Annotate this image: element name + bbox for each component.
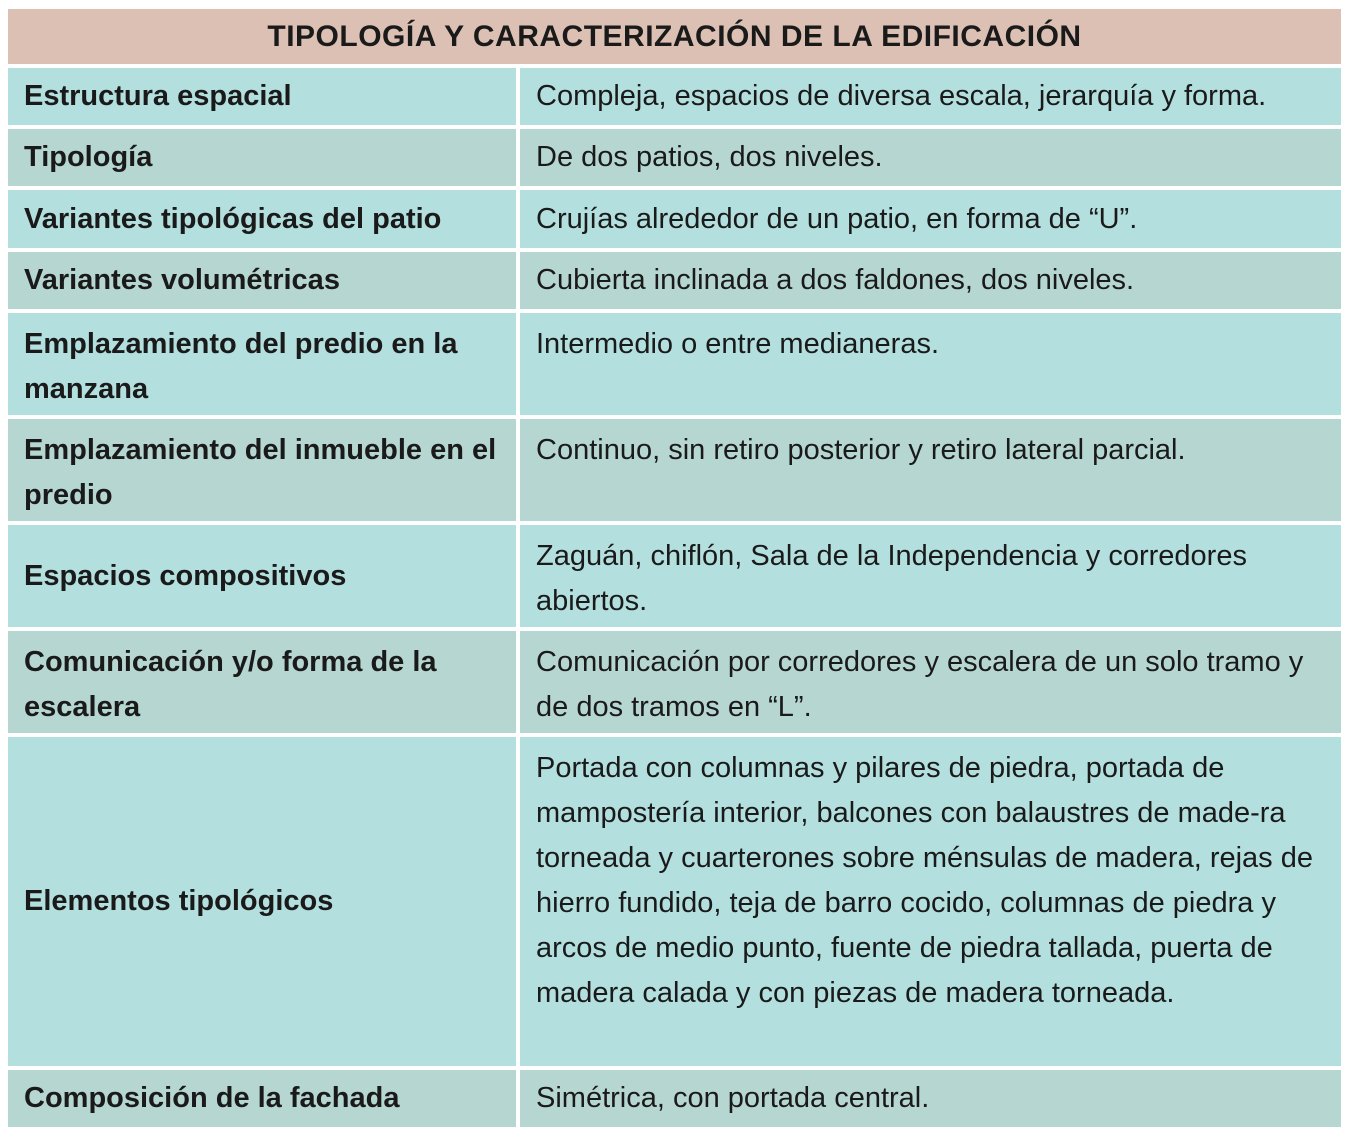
table-row	[8, 737, 1341, 1066]
row-label: Estructura espacial	[8, 68, 516, 125]
table-row	[8, 525, 1341, 627]
row-value: Continuo, sin retiro posterior y retiro lateral parcial.	[520, 419, 1341, 521]
table-row	[8, 190, 1341, 248]
row-label: Comunicación y/o forma de la escalera	[8, 631, 516, 733]
row-value: Intermedio o entre medianeras.	[520, 313, 1341, 415]
row-label: Espacios compositivos	[8, 525, 516, 627]
row-label: Emplazamiento del predio en la manzana	[8, 313, 516, 415]
row-value: Portada con columnas y pilares de piedra, portada de mampostería interior, balcones con balaustres de made-ra torneada y cuarterones sobre ménsulas de madera, rejas de hierro fundido, teja de barro cocido, columnas de piedra y arcos de medio punto, fuente de piedra tallada, puerta de madera calada y con piezas de madera torneada.	[520, 737, 1341, 1066]
row-value: Compleja, espacios de diversa escala, jerarquía y forma.	[520, 68, 1341, 125]
row-value: Cubierta inclinada a dos faldones, dos niveles.	[520, 252, 1341, 309]
row-value: De dos patios, dos niveles.	[520, 129, 1341, 186]
row-label: Variantes volumétricas	[8, 252, 516, 309]
row-value: Zaguán, chiflón, Sala de la Independencia y corredores abiertos.	[520, 525, 1341, 627]
table-row	[8, 313, 1341, 415]
row-label: Emplazamiento del inmueble en el predio	[8, 419, 516, 521]
row-value: Simétrica, con portada central.	[520, 1070, 1341, 1127]
row-label: Tipología	[8, 129, 516, 186]
row-label: Variantes tipológicas del patio	[8, 190, 516, 248]
row-value: Comunicación por corredores y escalera de un solo tramo y de dos tramos en “L”.	[520, 631, 1341, 733]
row-value: Crujías alrededor de un patio, en forma de “U”.	[520, 190, 1341, 248]
table-row	[8, 252, 1341, 309]
table-row	[8, 129, 1341, 186]
table-row	[8, 68, 1341, 125]
row-label: Composición de la fachada	[8, 1070, 516, 1127]
table-row	[8, 419, 1341, 521]
row-label: Elementos tipológicos	[8, 737, 516, 1066]
table-row	[8, 631, 1341, 733]
table-title: TIPOLOGÍA Y CARACTERIZACIÓN DE LA EDIFICACIÓN	[8, 9, 1341, 64]
table-row	[8, 1070, 1341, 1127]
